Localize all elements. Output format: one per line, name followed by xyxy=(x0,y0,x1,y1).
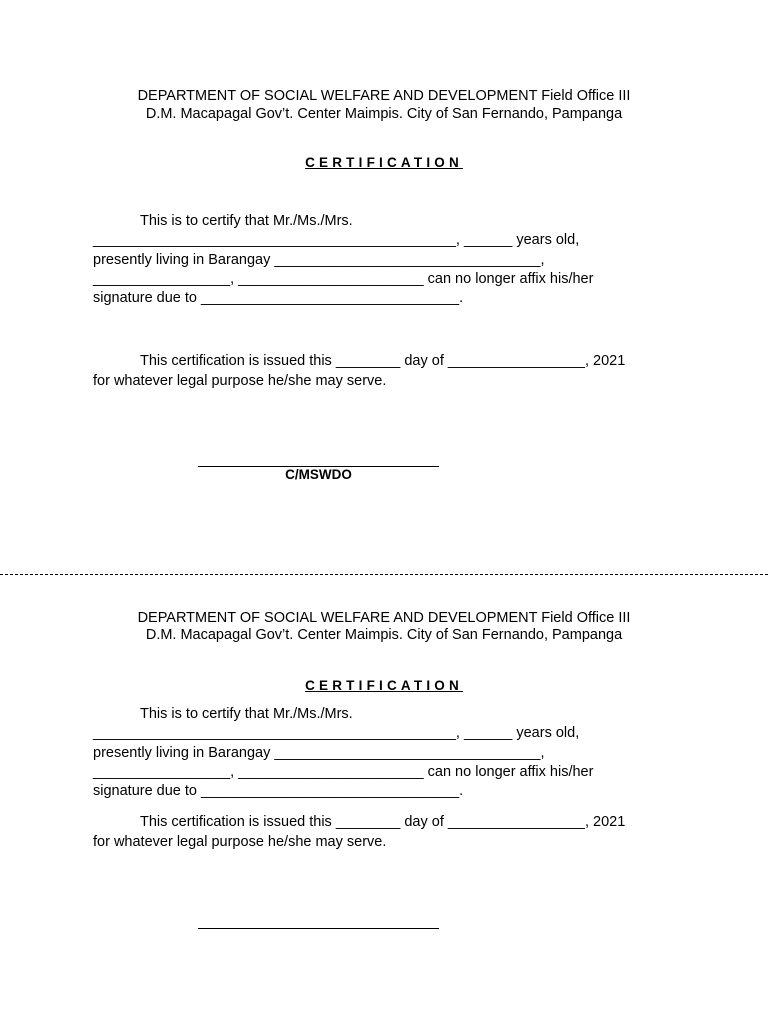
cut-line-divider xyxy=(0,574,768,575)
header-line-2: D.M. Macapagal Gov’t. Center Maimpis. City of San Fernando, Pampanga xyxy=(145,106,623,122)
header-line-1: DEPARTMENT OF SOCIAL WELFARE AND DEVELOPMENT Field Office III xyxy=(137,88,631,104)
para1-line-3: presently living in Barangay _________________________________, xyxy=(93,745,545,761)
signature-line xyxy=(198,928,439,929)
para2-line-2: for whatever legal purpose he/she may serve. xyxy=(93,373,387,389)
para1-line-5: signature due to ________________________________. xyxy=(93,290,464,306)
para1-line-2: _____________________________________________, ______ years old, xyxy=(93,725,580,741)
certification-title: CERTIFICATION xyxy=(305,155,463,170)
header-line-1: DEPARTMENT OF SOCIAL WELFARE AND DEVELOPMENT Field Office III xyxy=(137,610,631,626)
signatory-label: C/MSWDO xyxy=(285,467,352,482)
para1-line-2: _____________________________________________, ______ years old, xyxy=(93,232,580,248)
para1-line-3: presently living in Barangay _________________________________, xyxy=(93,252,545,268)
header-line-2: D.M. Macapagal Gov’t. Center Maimpis. City of San Fernando, Pampanga xyxy=(145,627,623,643)
para2-line-1: This certification is issued this ________ day of _________________, 2021 xyxy=(140,353,626,369)
para1-line-4: _________________, _______________________ can no longer affix his/her xyxy=(93,764,594,780)
para1-line-5: signature due to ________________________________. xyxy=(93,783,464,799)
certification-title: CERTIFICATION xyxy=(305,678,463,693)
para1-line-1: This is to certify that Mr./Ms./Mrs. xyxy=(140,213,353,229)
para2-line-1: This certification is issued this ________ day of _________________, 2021 xyxy=(140,814,626,830)
para1-line-1: This is to certify that Mr./Ms./Mrs. xyxy=(140,706,353,722)
para1-line-4: _________________, _______________________ can no longer affix his/her xyxy=(93,271,594,287)
para2-line-2: for whatever legal purpose he/she may serve. xyxy=(93,834,387,850)
